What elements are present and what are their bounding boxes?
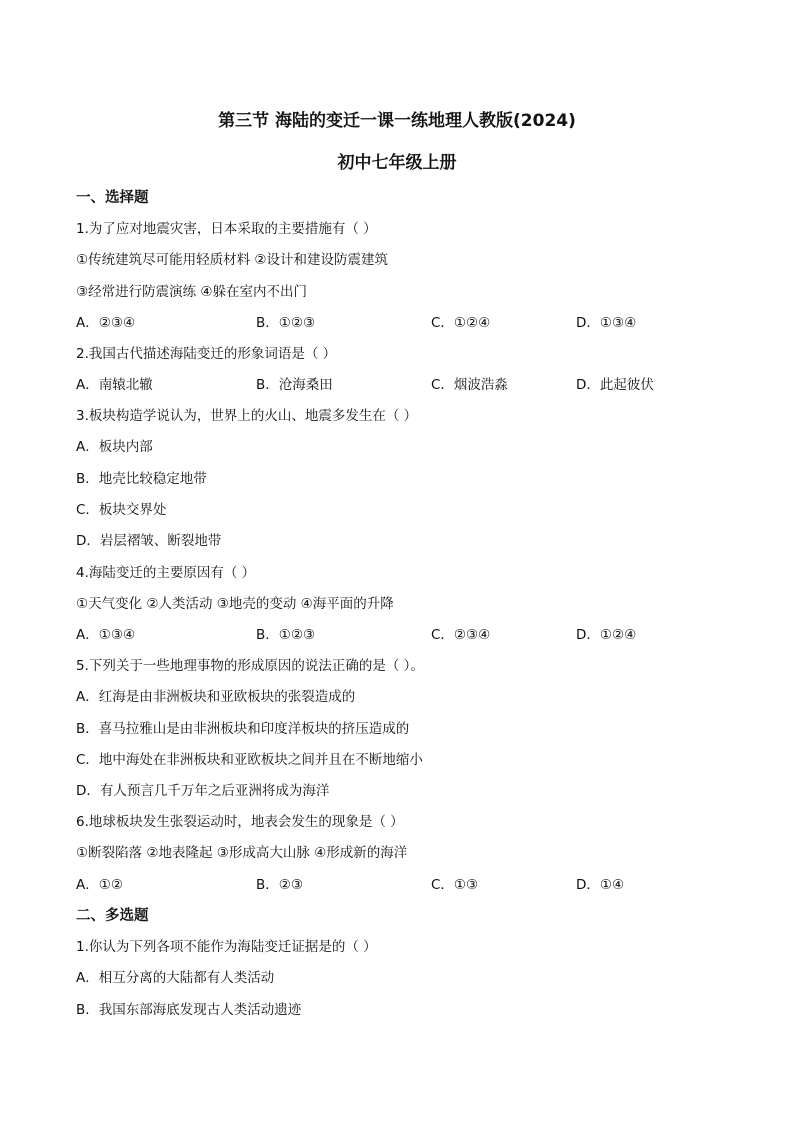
section-heading-single-choice: 一、选择题 [76, 190, 149, 206]
question-5-option-c: C．地中海处在非洲板块和亚欧板块之间并且在不断地缩小 [76, 752, 423, 768]
question-1-option-a: A．②③④ [76, 315, 136, 331]
question-2-option-d: D．此起彼伏 [576, 377, 654, 393]
question-2-option-a: A．南辕北辙 [76, 377, 153, 393]
question-4-option-a: A．①③④ [76, 627, 136, 643]
question-6-option-d: D．①④ [576, 877, 625, 893]
question-5-stem: 5.下列关于一些地理事物的形成原因的说法正确的是（ ）。 [76, 658, 424, 674]
question-3-stem: 3.板块构造学说认为，世界上的火山、地震多发生在（ ） [76, 408, 418, 424]
question-4-stem: 4.海陆变迁的主要原因有（ ） [76, 565, 256, 581]
question-4-option-b: B．①②③ [256, 627, 316, 643]
question-1-option-d: D．①③④ [576, 315, 637, 331]
question-4-option-d: D．①②④ [576, 627, 637, 643]
question-1-option-b: B．①②③ [256, 315, 316, 331]
question-5-option-d: D．有人预言几千万年之后亚洲将成为海洋 [76, 783, 330, 799]
question-6-option-b: B．②③ [256, 877, 303, 893]
question-3-option-a: A．板块内部 [76, 439, 153, 455]
question-3-option-c: C．板块交界处 [76, 502, 167, 518]
question-2-option-c: C．烟波浩淼 [431, 377, 508, 393]
question-1-statement-line: ①传统建筑尽可能用轻质材料 ②设计和建设防震建筑 [76, 252, 388, 268]
document-subtitle: 初中七年级上册 [337, 153, 457, 173]
question-1-option-c: C．①②④ [431, 315, 491, 331]
question-3-option-d: D．岩层褶皱、断裂地带 [76, 533, 222, 549]
question-4-statement-line: ①天气变化 ②人类活动 ③地壳的变动 ④海平面的升降 [76, 596, 394, 612]
question-6-option-c: C．①③ [431, 877, 479, 893]
section-heading-multiple-choice: 二、多选题 [76, 908, 149, 924]
question-6-stem: 6.地球板块发生张裂运动时，地表会发生的现象是（ ） [76, 814, 404, 830]
question-2-stem: 2.我国古代描述海陆变迁的形象词语是（ ） [76, 346, 337, 362]
question-6-statement-line: ①断裂陷落 ②地表隆起 ③形成高大山脉 ④形成新的海洋 [76, 845, 408, 861]
document-title: 第三节 海陆的变迁一课一练地理人教版(2024) [218, 111, 576, 131]
question-1-statement-line: ③经常进行防震演练 ④躲在室内不出门 [76, 284, 307, 300]
question-5-option-b: B．喜马拉雅山是由非洲板块和印度洋板块的挤压造成的 [76, 721, 410, 737]
question-5-option-a: A．红海是由非洲板块和亚欧板块的张裂造成的 [76, 689, 356, 705]
multi-question-1-option-a: A．相互分离的大陆都有人类活动 [76, 970, 275, 986]
multi-question-1-stem: 1.你认为下列各项不能作为海陆变迁证据是的（ ） [76, 939, 377, 955]
multi-question-1-option-b: B．我国东部海底发现古人类活动遗迹 [76, 1002, 302, 1018]
question-3-option-b: B．地壳比较稳定地带 [76, 471, 207, 487]
question-2-option-b: B．沧海桑田 [256, 377, 333, 393]
question-4-option-c: C．②③④ [431, 627, 491, 643]
question-6-option-a: A．①② [76, 877, 123, 893]
question-1-stem: 1.为了应对地震灾害，日本采取的主要措施有（ ） [76, 221, 377, 237]
